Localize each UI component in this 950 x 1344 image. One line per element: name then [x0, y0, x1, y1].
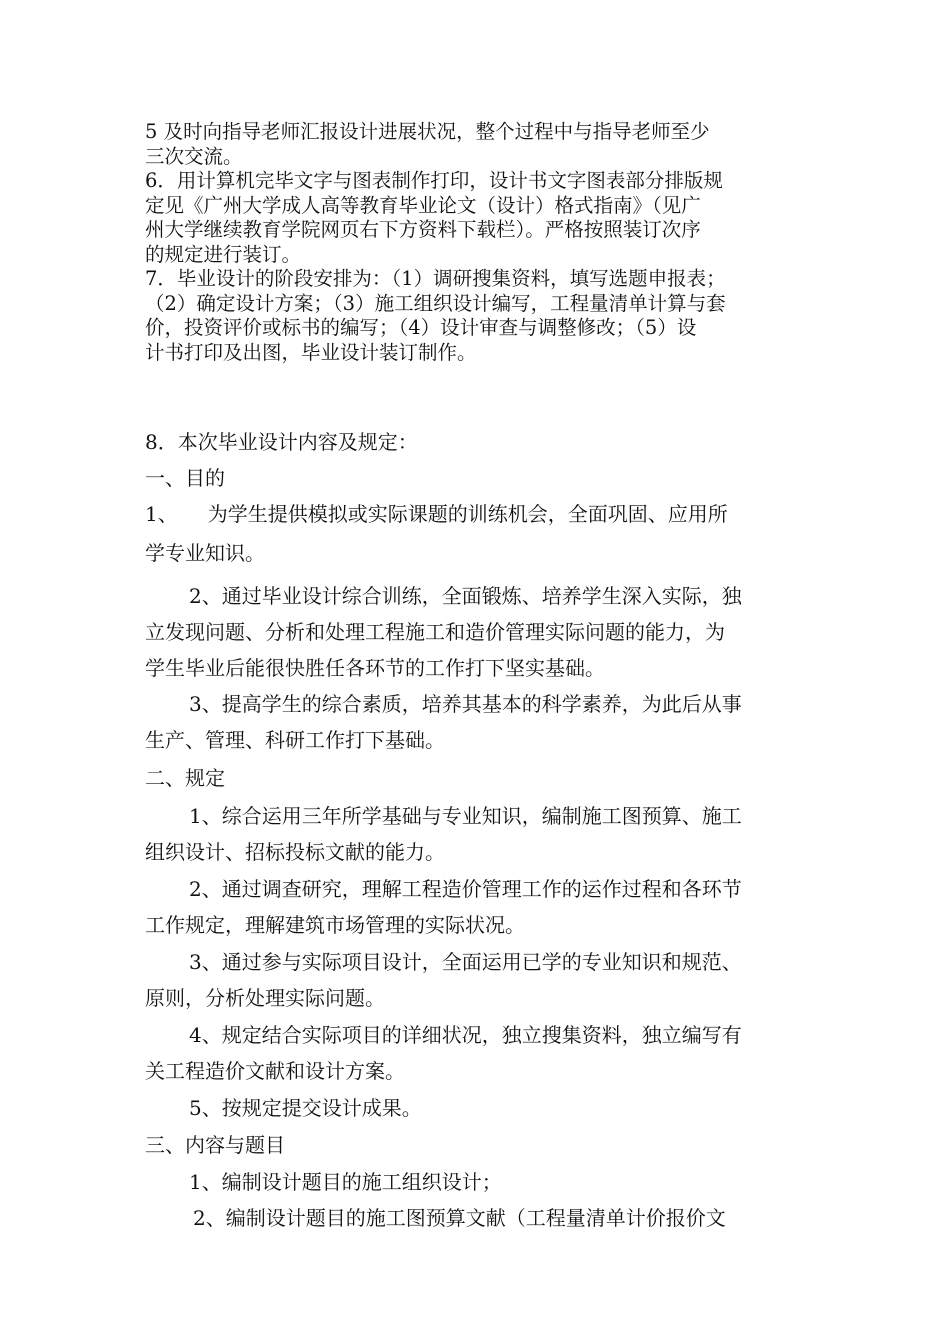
paragraph-line: 计书打印及出图，毕业设计装订制作。 [145, 340, 477, 364]
paragraph-line: 原则，分析处理实际问题。 [145, 986, 385, 1010]
paragraph-line: 生产、管理、科研工作打下基础。 [145, 728, 445, 752]
paragraph-line: 6．用计算机完毕文字与图表制作打印，设计书文字图表部分排版规 [145, 169, 723, 192]
subheading-content: 三、内容与题目 [145, 1133, 285, 1157]
paragraph-line: 5 及时向指导老师汇报设计进展状况，整个过程中与指导老师至少 [145, 120, 710, 143]
paragraph-line: 定见《广州大学成人高等教育毕业论文（设计）格式指南》（见广 [145, 193, 701, 217]
subheading-requirements: 二、规定 [145, 766, 225, 790]
paragraph-line: 1、 为学生提供模拟或实际课题的训练机会，全面巩固、应用所 [145, 502, 728, 526]
paragraph-line: 州大学继续教育学院网页右下方资料下载栏）。严格按照装订次序 [145, 218, 701, 241]
paragraph-line: 3、提高学生的综合素质，培养其基本的科学素养，为此后从事 [189, 692, 742, 716]
paragraph-line: 3、通过参与实际项目设计，全面运用已学的专业知识和规范、 [189, 950, 742, 974]
paragraph-line: 的规定进行装订。 [145, 242, 302, 266]
paragraph-line: 7．毕业设计的阶段安排为：（1）调研搜集资料，填写选题申报表； [145, 267, 726, 290]
subheading-purpose: 一、目的 [145, 466, 225, 490]
paragraph-line: 2、通过调查研究，理解工程造价管理工作的运作过程和各环节 [189, 877, 742, 901]
requirements-list [145, 120, 810, 365]
paragraph-line: 组织设计、招标投标文献的能力。 [145, 840, 445, 864]
paragraph-line: 三次交流。 [145, 144, 243, 168]
paragraph-line: 工作规定，理解建筑市场管理的实际状况。 [145, 913, 525, 937]
paragraph-line: 2、编制设计题目的施工图预算文献（工程量清单计价报价文 [193, 1206, 726, 1230]
paragraph-line: 价，投资评价或标书的编写；（4）设计审查与调整修改；（5）设 [145, 316, 697, 339]
paragraph-line: （2）确定设计方案；（3）施工组织设计编写，工程量清单计算与套 [145, 291, 726, 315]
paragraph-line: 5、按规定提交设计成果。 [189, 1096, 422, 1120]
paragraph-line: 立发现问题、分析和处理工程施工和造价管理实际问题的能力，为 [145, 620, 725, 644]
section-heading: 8．本次毕业设计内容及规定： [145, 430, 418, 454]
paragraph-line: 2、通过毕业设计综合训练，全面锻炼、培养学生深入实际，独 [189, 584, 742, 608]
paragraph-line: 学生毕业后能很快胜任各环节的工作打下坚实基础。 [145, 656, 605, 680]
paragraph-line: 学专业知识。 [145, 541, 265, 565]
paragraph-line: 1、综合运用三年所学基础与专业知识，编制施工图预算、施工 [189, 804, 742, 828]
paragraph-line: 1、编制设计题目的施工组织设计； [189, 1170, 502, 1194]
paragraph-line: 4、规定结合实际项目的详细状况，独立搜集资料，独立编写有 [189, 1023, 742, 1047]
paragraph-line: 关工程造价文献和设计方案。 [145, 1059, 405, 1083]
